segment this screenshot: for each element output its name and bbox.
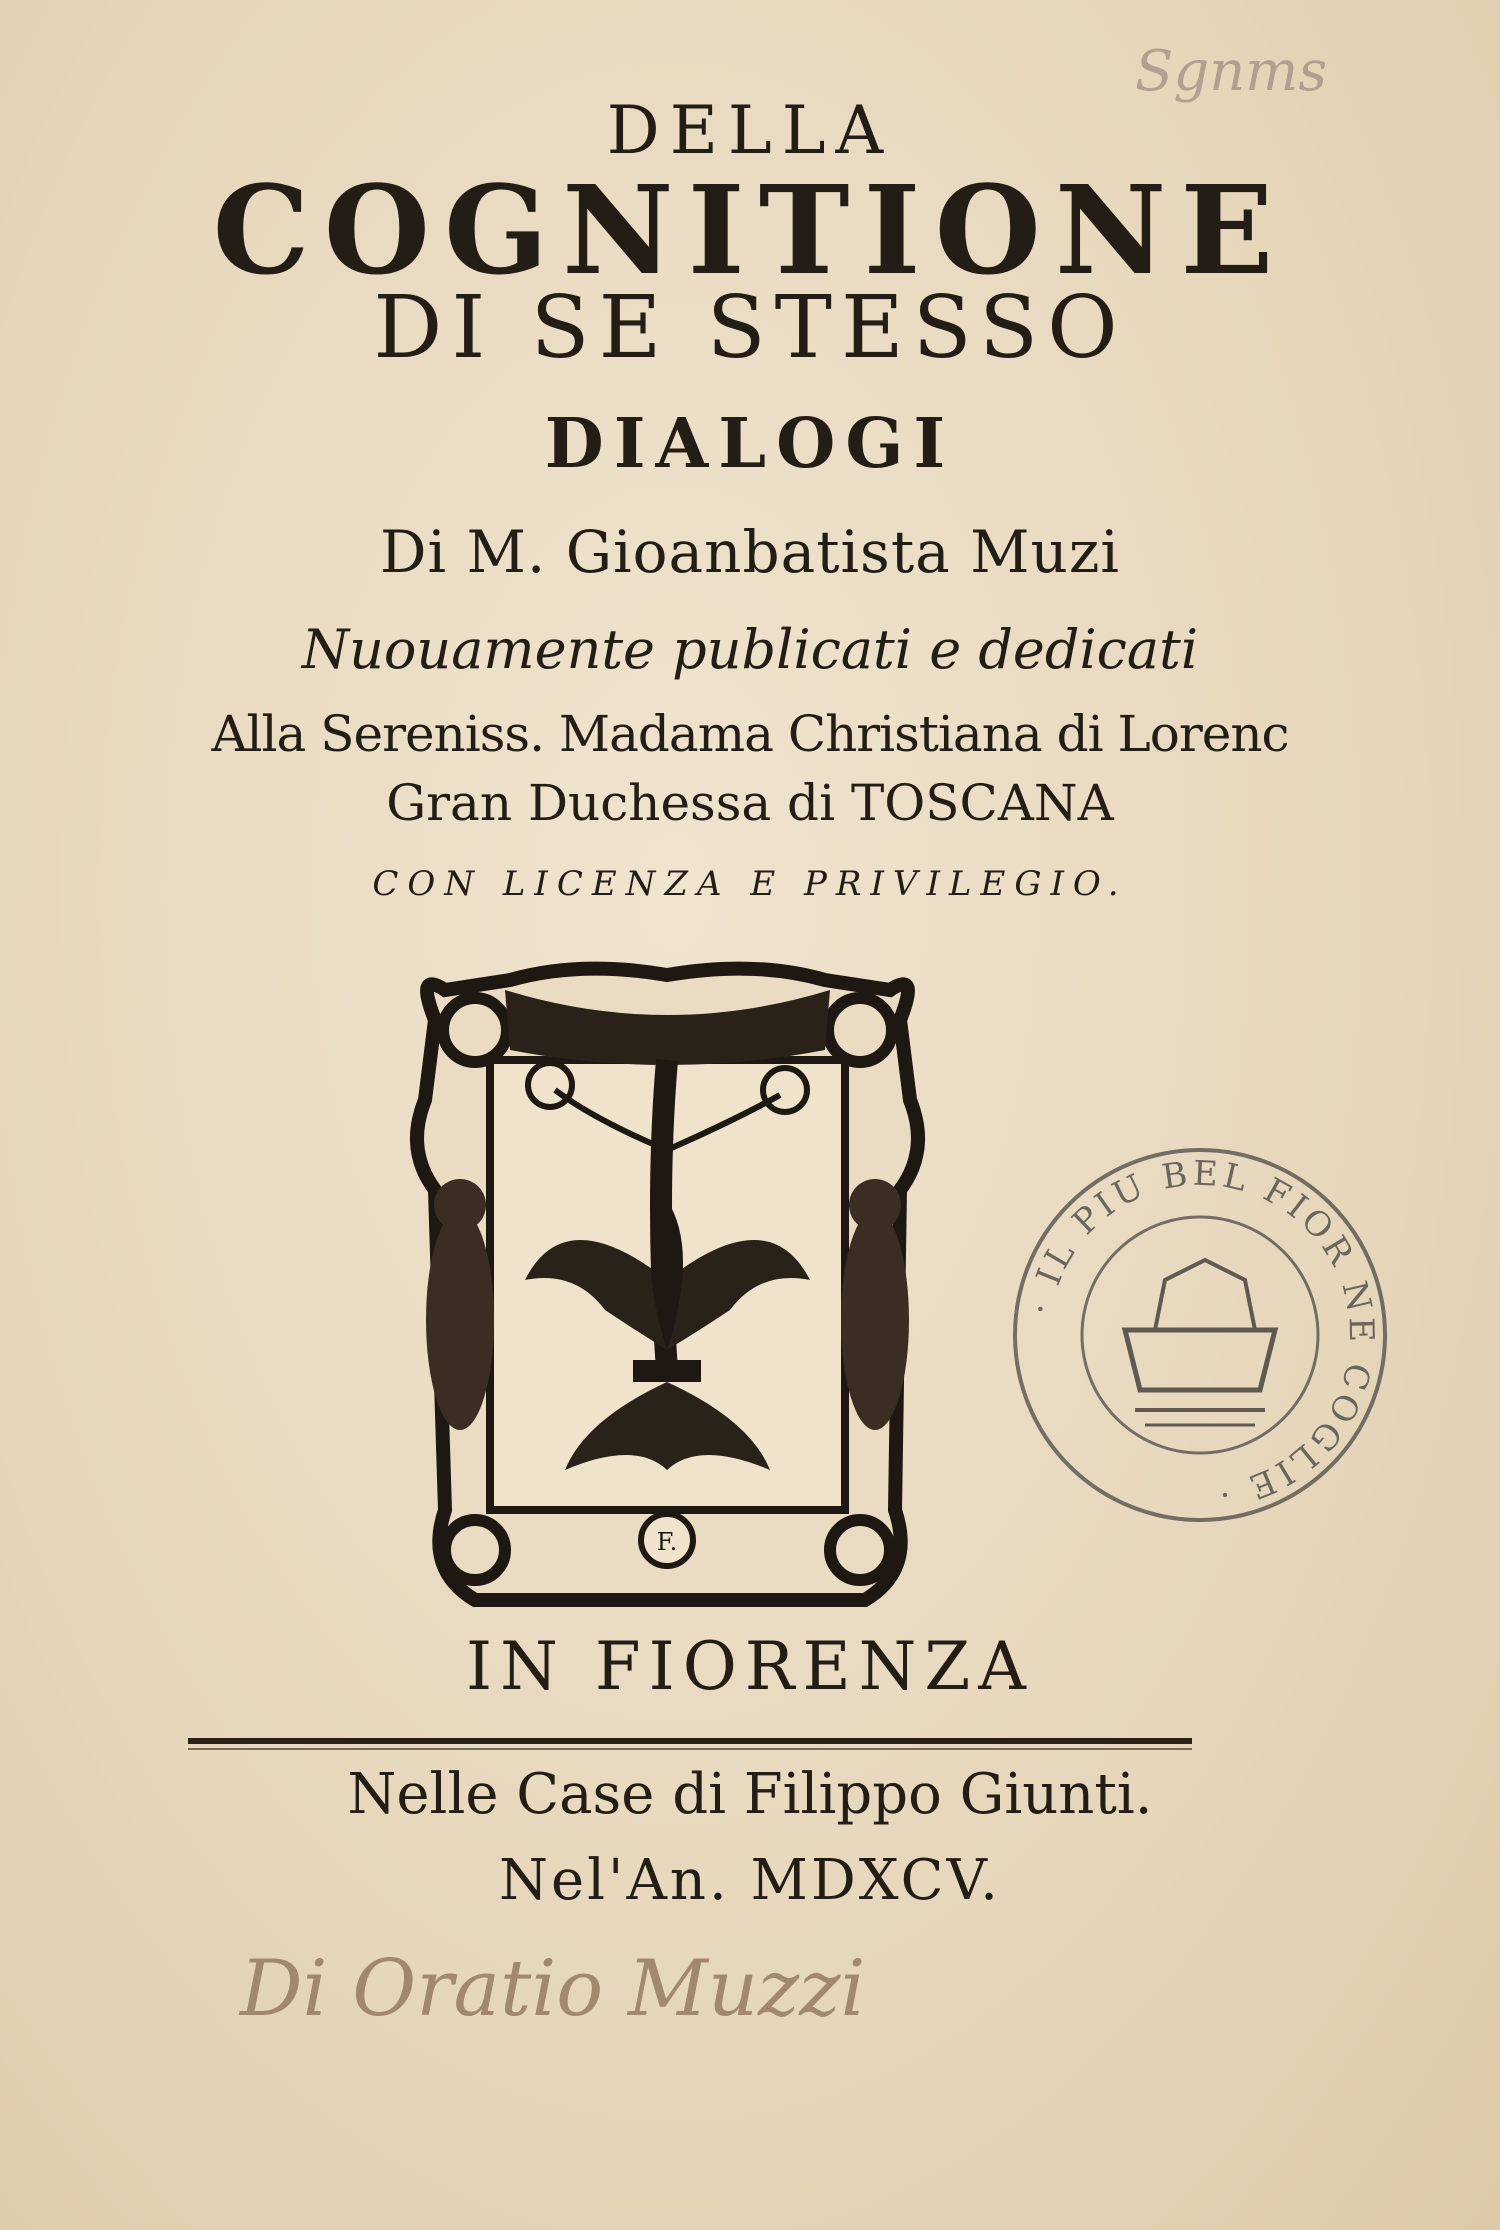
author-line: Di M. Gioanbatista Muzi: [380, 518, 1120, 586]
subtitle-line: Nuouamente publicati e dedicati: [301, 618, 1199, 681]
title-line-della: DELLA: [606, 92, 894, 169]
imprint-rule: [188, 1738, 1192, 1744]
title-line-di-se-stesso: DI SE STESSO: [373, 278, 1127, 378]
imprint-place: IN FIORENZA: [466, 1628, 1034, 1705]
license-line: CON LICENZA E PRIVILEGIO.: [372, 864, 1128, 904]
imprint-rule-thin: [188, 1748, 1192, 1750]
imprint-year: Nel'An. MDXCV.: [499, 1848, 1001, 1913]
dedication-line-2: Gran Duchessa di TOSCANA: [386, 774, 1114, 832]
dedication-line-1: Alla Sereniss. Madama Christiana di Lorenc: [211, 705, 1289, 763]
title-line-cognitione: COGNITIONE: [212, 158, 1288, 302]
ownership-inscription: [220, 1925, 1100, 2055]
svg-text:Di Oratio Muzzi: Di Oratio Muzzi: [240, 1944, 866, 2034]
title-line-dialogi: DIALOGI: [544, 404, 956, 484]
imprint-printer: Nelle Case di Filippo Giunti.: [347, 1762, 1153, 1827]
svg-text:Sgnms: Sgnms: [1135, 39, 1328, 104]
svg-text:· IL PIU BEL FIOR NE COGLIE ·: · IL PIU BEL FIOR NE COGLIE ·: [1020, 1153, 1382, 1516]
printers-device-woodcut: [405, 950, 930, 1620]
library-stamp: [1005, 1140, 1395, 1530]
svg-text:F.: F.: [656, 1528, 678, 1556]
